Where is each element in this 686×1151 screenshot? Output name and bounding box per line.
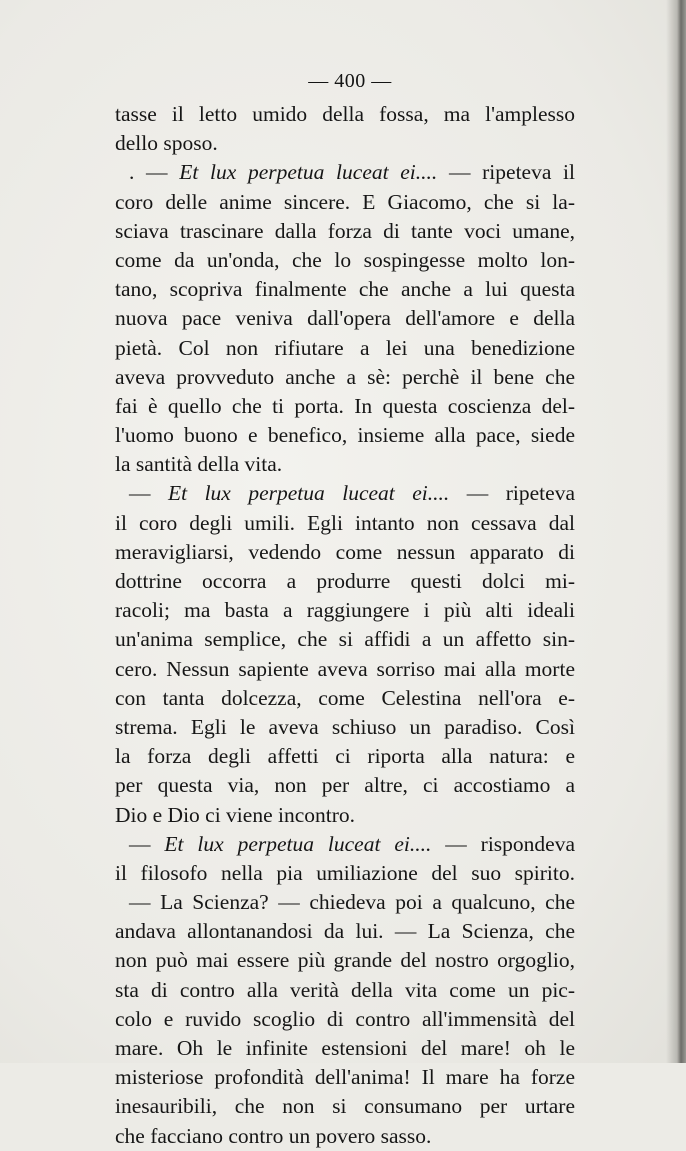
text-line: [115, 655, 575, 684]
text-run: Dio e Dio ci viene incontro.: [115, 802, 356, 827]
text-run: — La Scienza? — chiedeva poi a qualcuno, che: [129, 890, 575, 915]
text-line: [115, 100, 575, 129]
text-run: andava allontanandosi da lui. — La Scienza, che: [115, 919, 575, 944]
text-line: [115, 538, 575, 567]
latin-quote: Et lux perpetua luceat ei....: [179, 160, 438, 185]
text-line: [115, 1092, 575, 1121]
text-line: [115, 1063, 575, 1092]
text-run: non può mai essere più grande del nostro orgoglio,: [115, 948, 575, 973]
text-run: tasse il letto umido della fossa, ma l'amplesso: [115, 102, 575, 126]
text-run: meravigliarsi, vedendo come nessun apparato di: [115, 539, 575, 564]
text-run: dello sposo.: [115, 131, 218, 156]
page-edge-shadow: [666, 0, 686, 1063]
text-run: strema. Egli le aveva schiuso un paradiso. Così: [115, 714, 575, 739]
text-line: [115, 334, 575, 363]
text-run: misteriose profondità dell'anima! Il mare ha forze: [115, 1065, 575, 1090]
text-line: [115, 479, 575, 508]
text-run: . —: [129, 160, 180, 185]
text-line: [115, 1005, 575, 1034]
text-line: [115, 304, 575, 333]
text-run: il coro degli umili. Egli intanto non cessava dal: [115, 510, 575, 535]
text-run: con tanta dolcezza, come Celestina nell'ora e-: [115, 685, 575, 710]
text-run: l'uomo buono e benefico, insieme alla pace, siede: [115, 423, 575, 448]
text-line: [115, 129, 575, 158]
text-run: —: [129, 831, 165, 856]
text-line: [115, 158, 575, 187]
text-line: [115, 421, 575, 450]
text-line: [115, 567, 575, 596]
text-run: racoli; ma basta a raggiungere i più alti ideali: [115, 598, 575, 623]
text-run: tano, scopriva finalmente che anche a lui questa: [115, 277, 575, 302]
text-line: [115, 684, 575, 713]
text-line: [115, 859, 575, 888]
text-line: [115, 450, 575, 479]
text-line: [115, 275, 575, 304]
text-run: — ripeteva il: [437, 160, 576, 185]
text-line: [115, 392, 575, 421]
text-line: [115, 596, 575, 625]
text-run: sta di contro alla verità della vita come un pic-: [115, 977, 575, 1002]
text-line: [115, 771, 575, 800]
text-run: coro delle anime sincere. E Giacomo, che si la-: [115, 189, 575, 214]
text-run: — rispondeva: [431, 831, 575, 856]
text-run: nuova pace veniva dall'opera dell'amore e della: [115, 306, 575, 331]
page-number: — 400 —: [308, 70, 392, 92]
text-run: aveva provveduto anche a sè: perchè il bene che: [115, 364, 575, 389]
text-run: dottrine occorra a produrre questi dolci mi-: [115, 569, 575, 593]
text-run: la forza degli affetti ci riporta alla natura: e: [115, 744, 575, 769]
text-run: cero. Nessun sapiente aveva sorriso mai alla morte: [115, 656, 575, 681]
text-run: la santità della vita.: [115, 452, 283, 477]
text-line: [115, 917, 575, 946]
text-line: [115, 509, 575, 538]
text-line: [115, 888, 575, 917]
text-line: [115, 976, 575, 1005]
text-run: — ripeteva: [449, 481, 575, 506]
text-line: [115, 830, 575, 859]
text-line: [115, 801, 575, 830]
text-run: mare. Oh le infinite estensioni del mare! oh le: [115, 1036, 575, 1060]
text-run: un'anima semplice, che si affidi a un affetto sin-: [115, 627, 575, 652]
text-line: [115, 217, 575, 246]
text-line: [115, 946, 575, 975]
text-line: [115, 625, 575, 654]
text-run: che facciano contro un povero sasso.: [115, 1123, 432, 1148]
text-line: [115, 363, 575, 392]
text-run: per questa via, non per altre, ci accostiamo a: [115, 773, 575, 798]
text-run: sciava trascinare dalla forza di tante voci umane,: [115, 218, 575, 243]
text-run: inesauribili, che non si consumano per urtare: [115, 1094, 575, 1119]
text-run: fai è quello che ti porta. In questa coscienza del-: [115, 393, 575, 418]
text-run: colo e ruvido scoglio di contro all'immensità del: [115, 1006, 575, 1031]
text-run: il filosofo nella pia umiliazione del suo spirito.: [115, 860, 575, 885]
text-line: [115, 713, 575, 742]
latin-quote: Et lux perpetua luceat ei....: [167, 481, 450, 506]
text-run: come da un'onda, che lo sospingesse molto lon-: [115, 247, 575, 272]
text-run: pietà. Col non rifiutare a lei una benedizione: [115, 335, 575, 360]
latin-quote: Et lux perpetua luceat ei....: [164, 831, 432, 856]
text-run: —: [129, 481, 168, 506]
text-line: [115, 246, 575, 275]
text-line: [115, 188, 575, 217]
text-line: [115, 742, 575, 771]
text-line: [115, 1034, 575, 1063]
body-text: [115, 100, 575, 1151]
text-line: [115, 1122, 575, 1151]
